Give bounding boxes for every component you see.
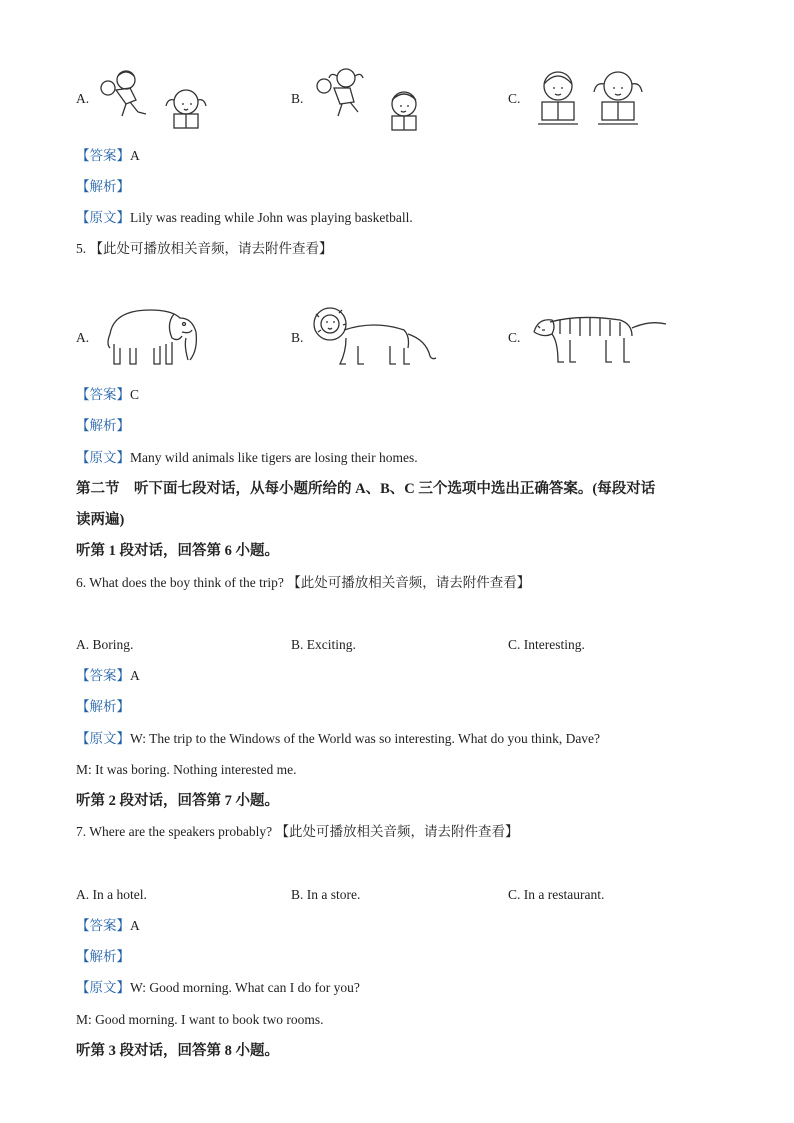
answer-value: A: [130, 148, 140, 163]
q6-analysis: [76, 698, 130, 716]
q6-original-line2: M: It was boring. Nothing interested me.: [76, 762, 297, 777]
q7-analysis: [76, 948, 130, 966]
section2-heading-line2: 读两遍): [76, 512, 125, 528]
q5-option-b-label: B.: [291, 330, 304, 345]
q5-option-c-label: C.: [508, 330, 521, 345]
original-text: W: Good morning. What can I do for you?: [130, 980, 360, 995]
q7-question: 7. Where are the speakers probably? 【此处可播放相关音频，请去附件查看】: [76, 824, 519, 839]
original-tag: 【原文】: [76, 450, 130, 465]
q4-option-c-label: C.: [508, 91, 521, 106]
q5-original: [76, 449, 418, 467]
q6-answer: [76, 667, 140, 685]
analysis-tag: 【解析】: [76, 179, 130, 194]
q7-option-b: B. In a store.: [291, 887, 361, 902]
original-tag: 【原文】: [76, 731, 130, 746]
answer-tag: 【答案】: [76, 148, 130, 163]
q7-option-a: A. In a hotel.: [76, 887, 147, 902]
dialog2-heading: 听第 2 段对话，回答第 7 小题。: [76, 793, 279, 809]
q6-question: 6. What does the boy think of the trip? 【此处可播放相关音频，请去附件查看】: [76, 575, 531, 590]
q7-answer: [76, 917, 140, 935]
elephant-picture: [96, 304, 206, 373]
original-text: Lily was reading while John was playing basketball.: [130, 210, 413, 225]
answer-value: C: [130, 387, 140, 402]
q5-answer: [76, 386, 139, 404]
boy-playing-and-girl-reading-picture: [98, 66, 228, 141]
girl-playing-and-boy-reading-picture: [312, 66, 442, 141]
dialog3-heading: 听第 3 段对话，回答第 8 小题。: [76, 1043, 279, 1059]
tiger-picture: [530, 310, 670, 373]
answer-tag: 【答案】: [76, 918, 130, 933]
q4-analysis: [76, 178, 130, 196]
q6-option-a: A. Boring.: [76, 637, 134, 652]
dialog1-heading: 听第 1 段对话，回答第 6 小题。: [76, 543, 279, 559]
analysis-tag: 【解析】: [76, 699, 130, 714]
q7-option-c: C. In a restaurant.: [508, 887, 605, 902]
q5-question: 5. 【此处可播放相关音频，请去附件查看】: [76, 241, 333, 256]
analysis-tag: 【解析】: [76, 418, 130, 433]
q7-original-line2: M: Good morning. I want to book two rooms.: [76, 1012, 324, 1027]
boy-and-girl-reading-picture: [530, 66, 655, 133]
q6-original: [76, 730, 600, 748]
answer-tag: 【答案】: [76, 387, 130, 402]
q4-option-b-label: B.: [291, 91, 304, 106]
answer-value: A: [130, 918, 140, 933]
original-text: W: The trip to the Windows of the World was so interesting. What do you think, Dave?: [130, 731, 601, 746]
analysis-tag: 【解析】: [76, 949, 130, 964]
q4-original: [76, 209, 413, 227]
q4-answer: [76, 147, 140, 165]
q6-option-c: C. Interesting.: [508, 637, 585, 652]
original-tag: 【原文】: [76, 980, 130, 995]
answer-tag: 【答案】: [76, 668, 130, 683]
q4-option-a-label: A.: [76, 91, 90, 106]
section2-heading-line1: 第二节 听下面七段对话，从每小题所给的 A、B、C 三个选项中选出正确答案。(每段对话: [76, 481, 656, 497]
original-text: Many wild animals like tigers are losing their homes.: [130, 450, 418, 465]
q7-original: [76, 979, 360, 997]
q5-option-a-label: A.: [76, 330, 90, 345]
q6-option-b: B. Exciting.: [291, 637, 356, 652]
q5-analysis: [76, 417, 130, 435]
answer-value: A: [130, 668, 140, 683]
lion-picture: [312, 302, 440, 377]
original-tag: 【原文】: [76, 210, 130, 225]
